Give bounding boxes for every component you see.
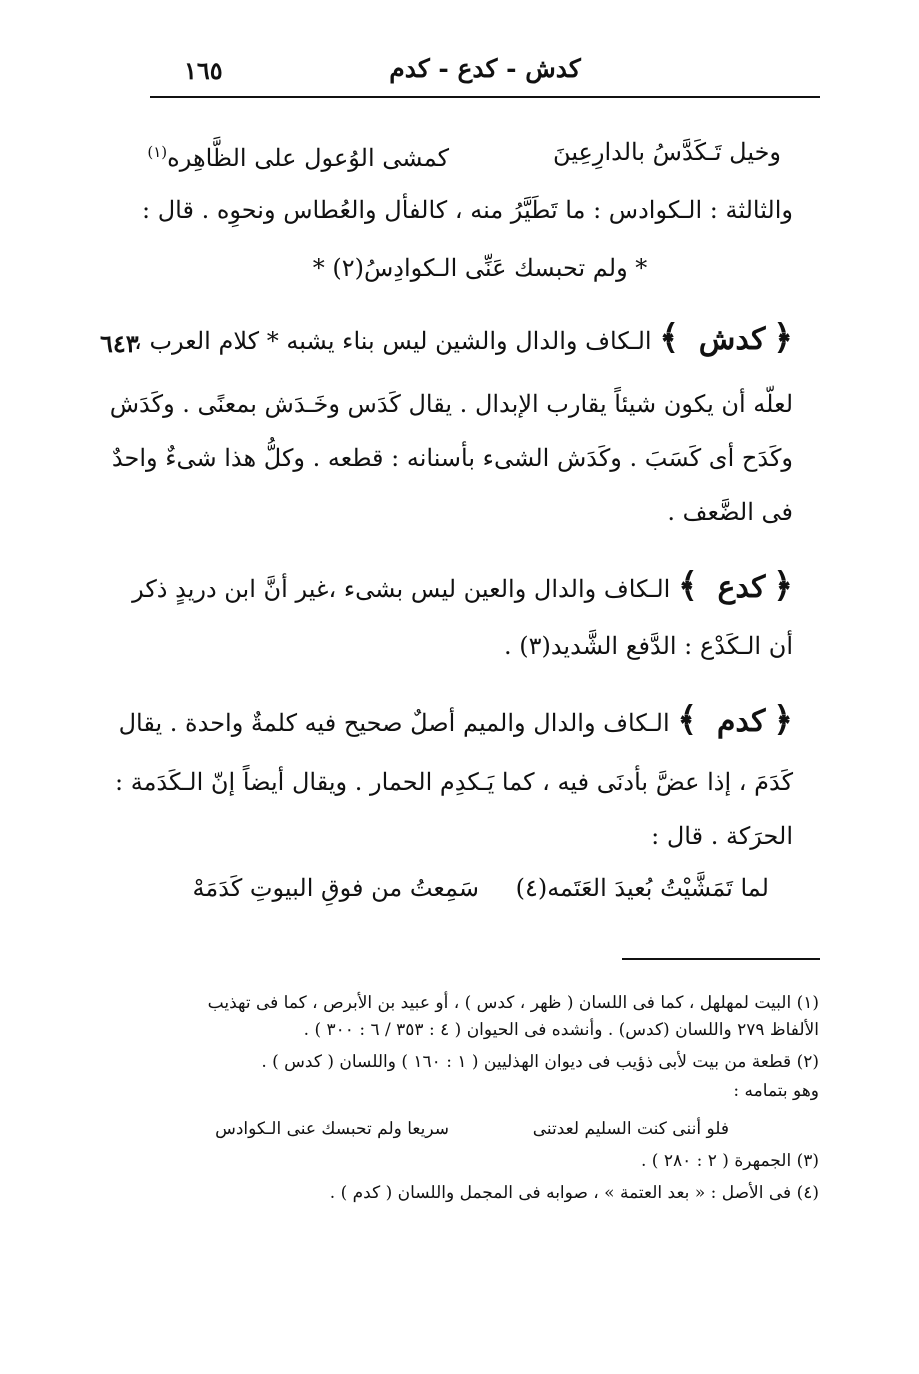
page-header xyxy=(150,50,820,98)
footnote-1-line2: الألفاظ ٢٧٩ واللسان (كدس) . وأنشده فى الحيوان ( ٤ : ٣٥٣ / ٦ : ٣٠٠ ) . xyxy=(303,1020,819,1040)
page-marker-643: ٦٤٣ xyxy=(100,329,139,358)
ornament-bracket-right: ﴿ xyxy=(773,566,793,606)
entry-kadash-line4: فى الضَّعف . xyxy=(667,498,793,526)
entry-kadam-line3: الحرَكة . قال : xyxy=(651,822,793,850)
footnote-separator xyxy=(622,958,820,960)
footnote-4: (٤) فى الأصل : « بعد العتمة » ، صوابه فى المجمل واللسان ( كدم ) . xyxy=(329,1183,819,1203)
entry-kadash-line3: وكَدَح أى كَسَبَ . وكَدَش الشىء بأسنانه : قطعه . وكلُّ هذا شىءٌ واحدٌ xyxy=(111,444,793,472)
ornament-bracket-left: ﴾ xyxy=(677,566,698,606)
footnote-2-verse-right: فلو أننى كنت السليم لعدتنى xyxy=(532,1119,729,1139)
verse1-right-text: وخيل تَـكَدَّسُ بالدارِعِينَ xyxy=(553,138,781,166)
page-number: ١٦٥ xyxy=(184,56,223,85)
ornament-bracket-left: ﴾ xyxy=(677,700,698,740)
footnote-ref-1: (١) xyxy=(147,143,168,161)
entry-kadam-line1 xyxy=(100,702,793,741)
paragraph-kawadis: والثالثة : الـكوادس : ما تَطَيَّرُ منه ، كالفأل والعُطاس ونحوِه . قال : xyxy=(142,196,793,224)
ornament-bracket-right: ﴿ xyxy=(773,700,793,740)
entry-kada-line2: أن الـكَدْع : الدَّفع الشَّديد(٣) . xyxy=(503,632,793,660)
entry-kadash-line2: لعلّه أن يكون شيئاً يقارب الإبدال . يقال كَدَس وخَـدَش بمعنًى . وكَدَش xyxy=(109,390,793,418)
footnote-3: (٣) الجمهرة ( ٢ : ٢٨٠ ) . xyxy=(640,1151,819,1171)
running-title: كدش - كدع - كدم xyxy=(389,54,581,83)
ornament-bracket-left: ﴾ xyxy=(659,318,680,358)
entry-kada-line1 xyxy=(100,568,793,607)
verse2: * ولم تحبسك عَنِّى الـكوادِسُ(٢) * xyxy=(312,254,648,282)
entry-head-kadash: كدش xyxy=(698,322,766,357)
verse3-left-hemistich: سَمِعتُ من فوقِ البيوتِ كَدَمَهْ xyxy=(192,874,479,902)
verse1-left-text: كمشى الوُعول على الظَّاهِره xyxy=(167,144,449,172)
entry-head-kadam: كدم xyxy=(716,704,766,739)
footnote-2-line1: (٢) قطعة من بيت لأبى ذؤيب فى ديوان الهذليين ( ١ : ١٦٠ ) واللسان ( كدس ) . xyxy=(261,1052,819,1072)
footnote-2-line2: وهو بتمامه : xyxy=(733,1081,819,1101)
entry-kada-text1: الـكاف والدال والعين ليس بشىء ،غير أنَّ ابن دريدٍ ذكر xyxy=(132,575,671,603)
entry-kadash-line1 xyxy=(100,320,793,359)
verse1-left-hemistich xyxy=(147,134,449,176)
verse1-right-hemistich xyxy=(553,134,781,170)
ornament-bracket-right: ﴿ xyxy=(773,318,793,358)
entry-kadash-text1: الـكاف والدال والشين ليس بناء يشبه * كلام العرب ، xyxy=(134,327,652,355)
entry-kadam-text1: الـكاف والدال والميم أصلٌ صحيح فيه كلمةٌ واحدة . يقال xyxy=(118,709,670,737)
verse3-right-hemistich: لما تَمَشَّيْتُ بُعيدَ العَتَمه(٤) xyxy=(515,874,769,902)
footnote-2-verse-left: سريعا ولم تحبسك عنى الـكوادس xyxy=(215,1119,449,1139)
entry-kadam-line2: كَدَمَ ، إذا عضَّ بأدنَى فيه ، كما يَـكدِم الحمار . ويقال أيضاً إنّ الـكَدَمة : xyxy=(114,768,793,796)
footnote-1-line1: (١) البيت لمهلهل ، كما فى اللسان ( ظهر ، كدس ) ، أو عبيد بن الأبرص ، كما فى تهذيب xyxy=(207,993,819,1013)
entry-head-kada: كدع xyxy=(717,570,766,605)
